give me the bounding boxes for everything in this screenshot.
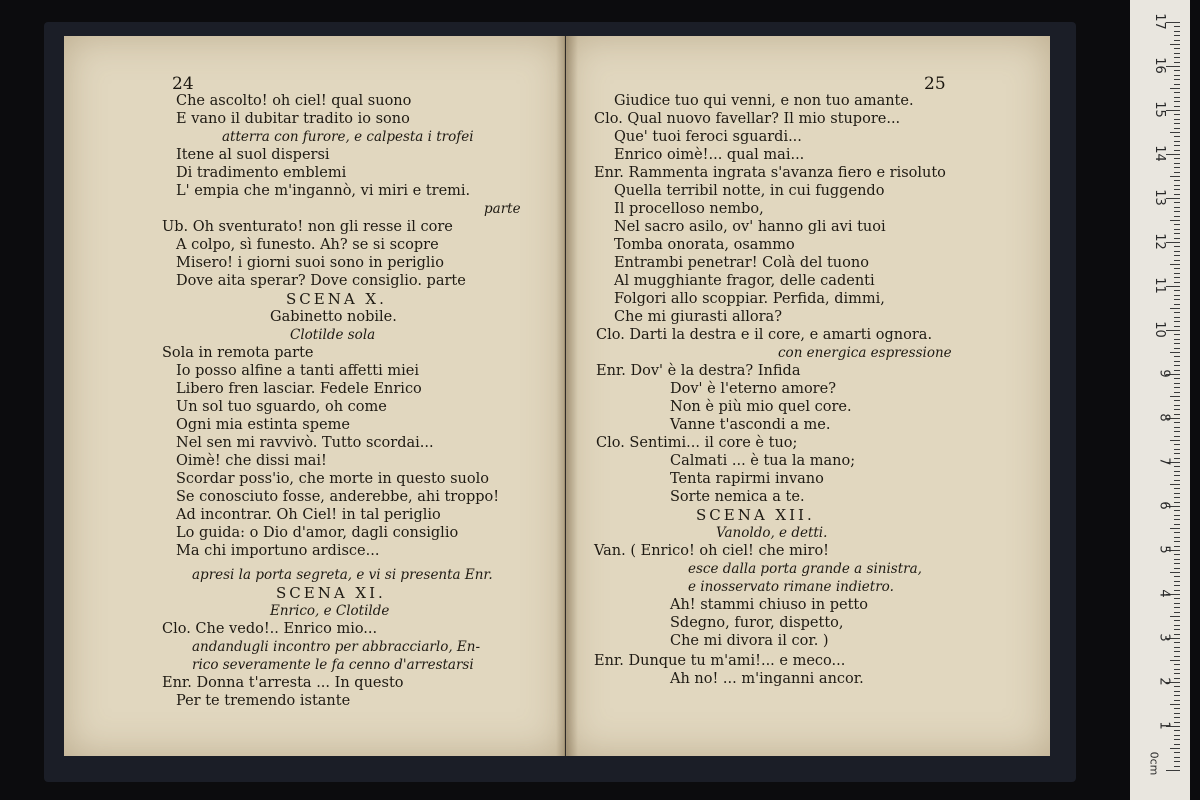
ruler-tick	[1174, 92, 1180, 93]
ruler-tick	[1174, 194, 1180, 195]
verse-line: Enr. Dunque tu m'ami!... e meco...	[594, 653, 846, 669]
ruler-tick	[1170, 704, 1180, 705]
page-number: 24	[172, 74, 194, 94]
verse-line: Enr. Dov' è la destra? Infida	[596, 363, 801, 379]
ruler-tick	[1174, 766, 1180, 767]
ruler-tick	[1166, 770, 1180, 771]
ruler-tick	[1174, 299, 1180, 300]
ruler-tick	[1174, 48, 1180, 49]
ruler-tick	[1174, 519, 1180, 520]
ruler-tick	[1174, 79, 1180, 80]
ruler-label: 8	[1156, 413, 1172, 422]
ruler-tick	[1166, 154, 1180, 155]
ruler-tick	[1174, 172, 1180, 173]
ruler-tick	[1174, 515, 1180, 516]
ruler-tick	[1174, 598, 1180, 599]
ruler-tick	[1174, 378, 1180, 379]
ruler-tick	[1174, 568, 1180, 569]
stage-direction: Enrico, e Clotilde	[270, 603, 390, 619]
ruler-tick	[1174, 453, 1180, 454]
ruler-tick	[1174, 651, 1180, 652]
ruler-tick	[1170, 440, 1180, 441]
ruler-tick	[1174, 295, 1180, 296]
verse-line: Tomba onorata, osammo	[614, 237, 795, 253]
verse-line: Ah no! ... m'inganni ancor.	[670, 671, 864, 687]
verse-line: Dov' è l'eterno amore?	[670, 381, 836, 397]
verse-line: Sola in remota parte	[162, 345, 314, 361]
ruler-tick	[1174, 35, 1180, 36]
ruler-tick	[1174, 559, 1180, 560]
ruler-tick	[1174, 647, 1180, 648]
ruler-tick	[1174, 62, 1180, 63]
ruler-tick	[1174, 163, 1180, 164]
verse-line: Gabinetto nobile.	[270, 309, 397, 325]
verse-line: Al mugghiante fragor, delle cadenti	[614, 273, 875, 289]
ruler-tick	[1174, 563, 1180, 564]
ruler-tick	[1174, 673, 1180, 674]
ruler-tick	[1174, 312, 1180, 313]
ruler-tick	[1174, 207, 1180, 208]
ruler-tick	[1174, 145, 1180, 146]
verse-line: Ma chi importuno ardisce...	[176, 543, 380, 559]
ruler-tick	[1174, 546, 1180, 547]
ruler-tick	[1174, 233, 1180, 234]
ruler-tick	[1170, 352, 1180, 353]
ruler-tick	[1166, 242, 1180, 243]
ruler-tick	[1174, 502, 1180, 503]
ruler-tick	[1174, 576, 1180, 577]
ruler-tick	[1170, 132, 1180, 133]
left-page	[64, 36, 565, 756]
scene-heading: SCENA X.	[286, 290, 387, 308]
ruler-tick	[1174, 326, 1180, 327]
verse-line: Ah! stammi chiuso in petto	[670, 597, 868, 613]
ruler-tick	[1174, 708, 1180, 709]
ruler-tick	[1174, 189, 1180, 190]
stage-direction: e inosservato rimane indietro.	[688, 579, 894, 595]
ruler-tick	[1174, 348, 1180, 349]
ruler-tick	[1174, 634, 1180, 635]
ruler-tick	[1174, 75, 1180, 76]
stage-direction: con energica espressione	[778, 345, 952, 361]
left-page-text	[64, 36, 564, 756]
ruler-tick	[1174, 678, 1180, 679]
scene-heading: SCENA XII.	[696, 506, 815, 524]
ruler-tick	[1170, 748, 1180, 749]
ruler-tick	[1174, 735, 1180, 736]
ruler-tick	[1170, 484, 1180, 485]
ruler-tick	[1174, 524, 1180, 525]
ruler-tick	[1166, 22, 1180, 23]
verse-line: Vanne t'ascondi a me.	[670, 417, 831, 433]
verse-line: Io posso alfine a tanti affetti miei	[176, 363, 419, 379]
stage-direction: atterra con furore, e calpesta i trofei	[222, 129, 474, 145]
ruler-tick	[1174, 744, 1180, 745]
ruler-tick	[1170, 660, 1180, 661]
ruler-label: 13	[1152, 189, 1168, 206]
stage-direction: rico severamente le fa cenno d'arrestarsi	[192, 657, 474, 673]
verse-line: Giudice tuo qui venni, e non tuo amante.	[614, 93, 914, 109]
verse-line: Per te tremendo istante	[176, 693, 351, 709]
ruler-tick	[1174, 449, 1180, 450]
ruler-tick	[1174, 713, 1180, 714]
ruler-label: 5	[1156, 545, 1172, 554]
ruler-label: 11	[1152, 277, 1168, 294]
ruler-tick	[1174, 392, 1180, 393]
verse-line: L' empia che m'ingannò, vi miri e tremi.	[176, 183, 471, 199]
verse-line: Oimè! che dissi mai!	[176, 453, 327, 469]
ruler-label: 1	[1156, 721, 1172, 730]
ruler-tick	[1174, 128, 1180, 129]
ruler-tick	[1174, 31, 1180, 32]
scene-heading: SCENA XI.	[276, 584, 386, 602]
verse-line: Que' tuoi feroci sguardi...	[614, 129, 802, 145]
verse-line: Nel sacro asilo, ov' hanno gli avi tuoi	[614, 219, 886, 235]
ruler-tick	[1174, 669, 1180, 670]
ruler-tick	[1174, 321, 1180, 322]
ruler-tick	[1170, 616, 1180, 617]
verse-line: Itene al suol dispersi	[176, 147, 330, 163]
ruler-tick	[1174, 317, 1180, 318]
verse-line: Scordar poss'io, che morte in questo suolo	[176, 471, 489, 487]
ruler-tick	[1174, 136, 1180, 137]
ruler-tick	[1174, 466, 1180, 467]
book-gutter	[556, 36, 578, 756]
ruler-label: 15	[1152, 101, 1168, 118]
verse-line: Clo. Qual nuovo favellar? Il mio stupore...	[594, 111, 901, 127]
ruler-tick	[1174, 339, 1180, 340]
ruler-tick	[1174, 431, 1180, 432]
ruler-tick	[1174, 585, 1180, 586]
ruler-tick	[1174, 664, 1180, 665]
ruler-tick	[1174, 40, 1180, 41]
ruler-tick	[1174, 246, 1180, 247]
right-page	[566, 36, 1050, 756]
ruler-tick	[1174, 185, 1180, 186]
ruler-tick	[1174, 224, 1180, 225]
ruler-tick	[1174, 84, 1180, 85]
ruler-label: 14	[1152, 145, 1168, 162]
ruler-tick	[1174, 334, 1180, 335]
verse-line: Sorte nemica a te.	[670, 489, 805, 505]
stage-direction: esce dalla porta grande a sinistra,	[688, 561, 922, 577]
stage-direction: Vanoldo, e detti.	[716, 525, 828, 541]
verse-line: Sdegno, furor, dispetto,	[670, 615, 844, 631]
ruler-tick	[1174, 757, 1180, 758]
verse-line: A colpo, sì funesto. Ah? se si scopre	[176, 237, 439, 253]
page-number: 25	[924, 74, 946, 94]
measurement-ruler	[1130, 0, 1190, 800]
ruler-tick	[1174, 119, 1180, 120]
ruler-tick	[1174, 590, 1180, 591]
ruler-tick	[1174, 268, 1180, 269]
ruler-tick	[1174, 493, 1180, 494]
ruler-tick	[1174, 427, 1180, 428]
ruler-tick	[1174, 277, 1180, 278]
verse-line: Misero! i giorni suoi sono in periglio	[176, 255, 444, 271]
ruler-tick	[1170, 264, 1180, 265]
verse-line: Folgori allo scoppiar. Perfida, dimmi,	[614, 291, 885, 307]
verse-line: Nel sen mi ravvivò. Tutto scordai...	[176, 435, 434, 451]
ruler-tick	[1174, 612, 1180, 613]
ruler-label: 4	[1156, 589, 1172, 598]
ruler-label: 6	[1156, 501, 1172, 510]
ruler-tick	[1174, 752, 1180, 753]
ruler-tick	[1174, 53, 1180, 54]
verse-line: Ub. Oh sventurato! non gli resse il core	[162, 219, 453, 235]
ruler-tick	[1170, 220, 1180, 221]
ruler-tick	[1170, 528, 1180, 529]
ruler-tick	[1174, 510, 1180, 511]
verse-line: Clo. Che vedo!.. Enrico mio...	[162, 621, 378, 637]
ruler-tick	[1166, 110, 1180, 111]
ruler-tick	[1174, 581, 1180, 582]
right-page-text	[566, 36, 1050, 756]
ruler-tick	[1174, 229, 1180, 230]
ruler-tick	[1174, 761, 1180, 762]
verse-line: Calmati ... è tua la mano;	[670, 453, 856, 469]
verse-line: Libero fren lasciar. Fedele Enrico	[176, 381, 422, 397]
ruler-tick	[1174, 282, 1180, 283]
ruler-unit: 0cm	[1147, 751, 1161, 776]
ruler-tick	[1174, 141, 1180, 142]
verse-line: Entrambi penetrar! Colà del tuono	[614, 255, 869, 271]
ruler-tick	[1174, 114, 1180, 115]
ruler-tick	[1174, 409, 1180, 410]
verse-line: Enrico oimè!... qual mai...	[614, 147, 805, 163]
ruler-tick	[1174, 642, 1180, 643]
ruler-label: 7	[1156, 457, 1172, 466]
stage-direction: apresi la porta segreta, e vi si presenta Enr.	[192, 567, 493, 583]
ruler-tick	[1174, 216, 1180, 217]
verse-line: Di tradimento emblemi	[176, 165, 347, 181]
ruler-tick	[1174, 722, 1180, 723]
ruler-tick	[1170, 396, 1180, 397]
ruler-tick	[1174, 343, 1180, 344]
verse-line: Che mi giurasti allora?	[614, 309, 782, 325]
ruler-tick	[1174, 475, 1180, 476]
verse-line: Ogni mia estinta speme	[176, 417, 350, 433]
ruler-tick	[1174, 444, 1180, 445]
ruler-label: 17	[1152, 13, 1168, 30]
ruler-tick	[1174, 238, 1180, 239]
ruler-tick	[1174, 211, 1180, 212]
ruler-tick	[1174, 365, 1180, 366]
ruler-tick	[1174, 361, 1180, 362]
stage-direction: parte	[484, 201, 521, 217]
ruler-tick	[1174, 497, 1180, 498]
ruler-tick	[1174, 106, 1180, 107]
ruler-tick	[1170, 308, 1180, 309]
stage-direction: andandugli incontro per abbracciarlo, En-	[192, 639, 481, 655]
ruler-tick	[1166, 198, 1180, 199]
ruler-tick	[1174, 620, 1180, 621]
ruler-tick	[1174, 400, 1180, 401]
ruler-tick	[1174, 158, 1180, 159]
ruler-tick	[1174, 414, 1180, 415]
ruler-tick	[1174, 471, 1180, 472]
ruler-tick	[1174, 273, 1180, 274]
ruler-tick	[1174, 488, 1180, 489]
ruler-tick	[1174, 304, 1180, 305]
verse-line: Van. ( Enrico! oh ciel! che miro!	[594, 543, 830, 559]
verse-line: Enr. Donna t'arresta ... In questo	[162, 675, 404, 691]
ruler-tick	[1174, 123, 1180, 124]
verse-line: Lo guida: o Dio d'amor, dagli consiglio	[176, 525, 459, 541]
ruler-tick	[1174, 532, 1180, 533]
ruler-tick	[1174, 202, 1180, 203]
ruler-tick	[1174, 26, 1180, 27]
ruler-tick	[1174, 405, 1180, 406]
ruler-tick	[1174, 356, 1180, 357]
ruler-tick	[1166, 330, 1180, 331]
ruler-tick	[1174, 686, 1180, 687]
ruler-tick	[1166, 286, 1180, 287]
ruler-tick	[1174, 260, 1180, 261]
ruler-tick	[1174, 101, 1180, 102]
ruler-tick	[1174, 387, 1180, 388]
ruler-tick	[1174, 480, 1180, 481]
ruler-label: 12	[1152, 233, 1168, 250]
ruler-tick	[1170, 88, 1180, 89]
verse-line: Dove aita sperar? Dove consiglio. parte	[176, 273, 466, 289]
verse-line: E vano il dubitar tradito io sono	[176, 111, 410, 127]
verse-line: Non è più mio quel core.	[670, 399, 852, 415]
ruler-tick	[1174, 739, 1180, 740]
verse-line: Quella terribil notte, in cui fuggendo	[614, 183, 885, 199]
ruler-tick	[1170, 572, 1180, 573]
ruler-label: 9	[1156, 369, 1172, 378]
verse-line: Tenta rapirmi invano	[670, 471, 824, 487]
ruler-tick	[1166, 66, 1180, 67]
ruler-tick	[1174, 167, 1180, 168]
ruler-label: 10	[1152, 321, 1168, 338]
ruler-tick	[1174, 180, 1180, 181]
verse-line: Che mi divora il cor. )	[670, 633, 829, 649]
ruler-tick	[1174, 629, 1180, 630]
ruler-tick	[1174, 57, 1180, 58]
ruler-tick	[1174, 97, 1180, 98]
verse-line: Clo. Sentimi... il core è tuo;	[596, 435, 798, 451]
ruler-tick	[1174, 290, 1180, 291]
ruler-tick	[1170, 176, 1180, 177]
verse-line: Enr. Rammenta ingrata s'avanza fiero e risoluto	[594, 165, 946, 181]
ruler-tick	[1174, 717, 1180, 718]
ruler-tick	[1174, 422, 1180, 423]
ruler-tick	[1174, 700, 1180, 701]
ruler-tick	[1174, 607, 1180, 608]
ruler-tick	[1174, 691, 1180, 692]
verse-line: Clo. Darti la destra e il core, e amarti ognora.	[596, 327, 933, 343]
ruler-tick	[1174, 436, 1180, 437]
stage-direction: Clotilde sola	[290, 327, 376, 343]
ruler-tick	[1174, 695, 1180, 696]
verse-line: Un sol tuo sguardo, oh come	[176, 399, 387, 415]
ruler-tick	[1174, 251, 1180, 252]
ruler-tick	[1174, 383, 1180, 384]
ruler-tick	[1174, 554, 1180, 555]
ruler-tick	[1174, 730, 1180, 731]
ruler-tick	[1174, 625, 1180, 626]
ruler-label: 3	[1156, 633, 1172, 642]
verse-line: Ad incontrar. Oh Ciel! in tal periglio	[176, 507, 441, 523]
ruler-tick	[1174, 541, 1180, 542]
ruler-tick	[1174, 70, 1180, 71]
ruler-tick	[1174, 150, 1180, 151]
ruler-tick	[1174, 370, 1180, 371]
ruler-tick	[1174, 458, 1180, 459]
verse-line: Che ascolto! oh ciel! qual suono	[176, 93, 412, 109]
ruler-tick	[1174, 255, 1180, 256]
verse-line: Se conosciuto fosse, anderebbe, ahi troppo!	[176, 489, 500, 505]
verse-line: Il procelloso nembo,	[614, 201, 764, 217]
ruler-tick	[1174, 656, 1180, 657]
ruler-label: 2	[1156, 677, 1172, 686]
ruler-tick	[1174, 537, 1180, 538]
ruler-label: 16	[1152, 57, 1168, 74]
ruler-tick	[1170, 44, 1180, 45]
ruler-tick	[1174, 603, 1180, 604]
